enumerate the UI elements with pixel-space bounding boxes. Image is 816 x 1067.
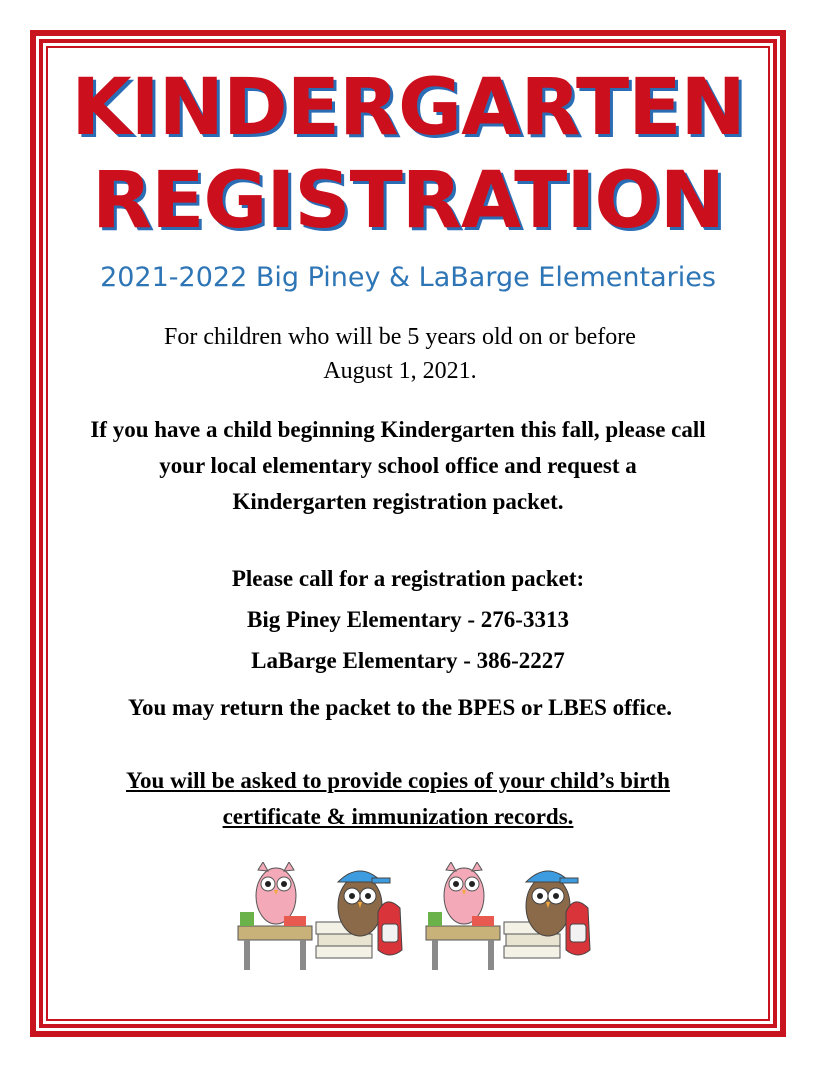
contacts-block — [0, 563, 816, 686]
documents-note: You will be asked to provide copies of your child’s birth certificate & immunization records. — [126, 768, 670, 829]
eligibility-text: For children who will be 5 years old on or before August 1, 2021. — [164, 324, 636, 384]
subtitle: 2021-2022 Big Piney & LaBarge Elementaries — [100, 262, 716, 293]
title-line-2: REGISTRATION — [92, 156, 724, 246]
pink-owl-desk-icon — [238, 862, 312, 970]
contacts-heading: Please call for a registration packet: — [231, 566, 585, 591]
pink-owl-desk-icon — [426, 862, 500, 970]
owls-illustration — [236, 862, 616, 974]
blue-cap-owl-books-icon — [504, 871, 590, 958]
return-note: You may return the packet to the BPES or LBES office. — [127, 695, 673, 720]
blue-cap-owl-books-icon — [316, 871, 402, 958]
contact-labarge: LaBarge Elementary - 386-2227 — [251, 648, 565, 673]
instructions-text: If you have a child beginning Kindergarten this fall, please call your local elementary school office and request a Kindergarten registration packet. — [90, 417, 706, 514]
contact-big-piney: Big Piney Elementary - 276-3313 — [247, 607, 569, 632]
title-line-1: KINDERGARTEN — [71, 63, 745, 153]
